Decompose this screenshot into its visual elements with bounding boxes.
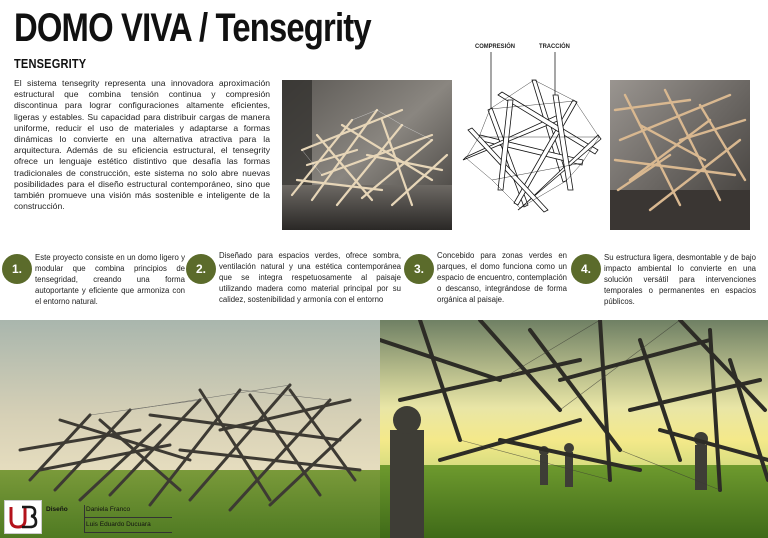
section-subtitle: TENSEGRITY (14, 56, 87, 71)
compression-label: COMPRESIÓN (475, 43, 515, 50)
point-3-badge: 3. (404, 254, 434, 284)
credits-footer (0, 496, 380, 538)
point-2-badge: 2. (186, 254, 216, 284)
footer-rule-1 (84, 517, 172, 518)
page-title: DOMO VIVA / Tensegrity (14, 6, 371, 50)
footer-divider (84, 505, 85, 533)
point-2-text: Diseñado para espacios verdes, ofrece sombra, ventilación natural y una estética contemporánea que se integra respetuosamente al paisaje utilizando madera como material principal por su calidez, sostenibilidad y armonía con el entorno (219, 251, 401, 304)
designer-name-1: Daniela Franco (86, 506, 131, 513)
traction-label: TRACCIÓN (539, 43, 570, 50)
point-4-text: Su estructura ligera, desmontable y de bajo impacto ambiental lo convierte en una solución versátil para intervenciones temporales o permanentes en espacios públicos. (604, 253, 756, 306)
designer-name-2: Luis Eduardo Ducuara (86, 521, 151, 528)
point-4-badge: 4. (571, 254, 601, 284)
render-interior (380, 320, 768, 538)
point-1-badge: 1. (2, 254, 32, 284)
model-photo-closeup (610, 80, 750, 230)
role-label: Diseño (46, 506, 68, 513)
point-3-text: Concebido para zonas verdes en parques, el domo funciona como un espacio de encuentro, contemplación o descanso, integrándose de forma orgánica al paisaje. (437, 251, 567, 304)
point-1-text: Este proyecto consiste en un domo ligero y modular que combina principios de tensegridad, creando una forma autoportante y eficiente que armoniza con el entorno natural. (35, 253, 185, 306)
model-photo-front (282, 80, 452, 230)
footer-rule-2 (84, 532, 172, 533)
intro-paragraph: El sistema tensegrity representa una innovadora aproximación estructural que combina tensión continua y compresión discontinua para lograr configuraciones altamente eficientes, ligeras y estables. Su capacidad para distribuir cargas de manera uniforme, reducir el uso de materiales y adaptarse a formas dinámicas lo convierte en una alternativa atractiva para la arquitectura. Además de su eficiencia estructural, el tensegrity ofrece un lenguaje estético distintivo que desafía las formas tradicionales de construcción, este sistema no solo abre nuevas posibilidades para el diseño estructural contemporáneo, sino que también promueve una visión más sostenible e inteligente de la construcción. (14, 78, 270, 212)
tensegrity-diagram (458, 40, 608, 230)
university-logo (4, 500, 42, 534)
